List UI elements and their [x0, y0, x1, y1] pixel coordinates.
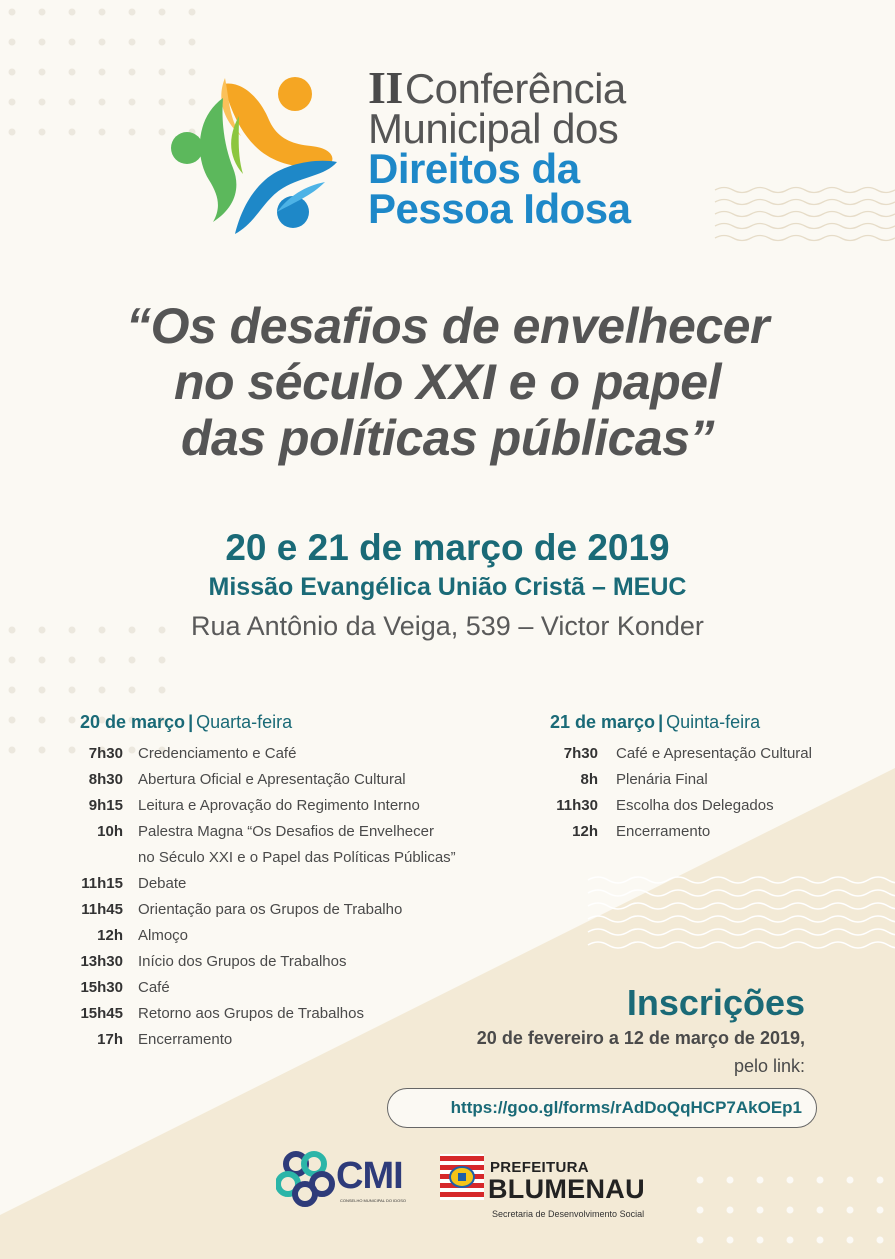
- schedule-time: 8h30: [88, 771, 123, 788]
- background-dot: [9, 99, 16, 106]
- background-dot: [69, 747, 76, 754]
- day-2-weekday: Quinta-feira: [666, 712, 761, 732]
- background-dot: [99, 39, 106, 46]
- schedule-time: 10h: [97, 823, 123, 840]
- background-dot: [69, 717, 76, 724]
- background-dot: [9, 717, 16, 724]
- background-dot: [877, 1177, 884, 1184]
- schedule-time: 11h15: [81, 875, 123, 892]
- schedule-desc: Encerramento: [616, 823, 711, 840]
- background-dot: [39, 129, 46, 136]
- background-dot: [39, 39, 46, 46]
- background-dot: [159, 39, 166, 46]
- secretaria-label: Secretaria de Desenvolvimento Social: [492, 1209, 645, 1219]
- schedule-desc: Leitura e Aprovação do Regimento Interno: [138, 797, 420, 814]
- schedule-time: 15h30: [80, 979, 123, 996]
- title-line-1: Conferência: [404, 65, 626, 112]
- schedule-time: 12h: [572, 823, 598, 840]
- theme-line-1: “Os desafios de envelhecer: [126, 298, 769, 354]
- schedule-time: 11h45: [81, 901, 123, 918]
- background-dot: [159, 9, 166, 16]
- event-date: 20 e 21 de março de 2019: [225, 527, 670, 568]
- background-dot: [39, 99, 46, 106]
- schedule-time: 11h30: [556, 797, 598, 814]
- background-dot: [69, 9, 76, 16]
- cmi-subtitle: CONSELHO MUNICIPAL DO IDOSO: [340, 1198, 407, 1203]
- schedule-day-2: [550, 712, 850, 872]
- schedule-time: 7h30: [88, 745, 123, 762]
- conference-title: [368, 62, 631, 232]
- background-dot: [697, 1177, 704, 1184]
- background-dot: [787, 1177, 794, 1184]
- background-dot: [69, 687, 76, 694]
- theme-line-3: das políticas públicas”: [180, 410, 715, 466]
- event-venue: Missão Evangélica União Cristã – MEUC: [208, 573, 687, 601]
- title-line-2: Municipal dos: [368, 105, 619, 152]
- schedule-time: 9h15: [88, 797, 123, 814]
- background-wave: [715, 212, 895, 217]
- prefeitura-label: PREFEITURA: [490, 1159, 589, 1176]
- background-dot: [129, 129, 136, 136]
- schedule-desc: Início dos Grupos de Trabalhos: [138, 953, 347, 970]
- background-dot: [69, 129, 76, 136]
- day-1-separator: |: [188, 712, 194, 732]
- background-dot: [697, 1207, 704, 1214]
- background-dot: [129, 687, 136, 694]
- registration-via: pelo link:: [733, 1056, 805, 1076]
- background-dot: [99, 129, 106, 136]
- blumenau-flag-icon: [440, 1154, 484, 1200]
- background-dot: [9, 39, 16, 46]
- schedule-time: 8h: [580, 771, 598, 788]
- background-dot: [727, 1177, 734, 1184]
- background-dot: [99, 9, 106, 16]
- background-dot: [159, 687, 166, 694]
- schedule-desc: Café e Apresentação Cultural: [616, 745, 812, 762]
- background-dot: [757, 1207, 764, 1214]
- schedule-day-1: [80, 712, 520, 1062]
- schedule-desc: Retorno aos Grupos de Trabalhos: [138, 1005, 364, 1022]
- background-dot: [39, 657, 46, 664]
- cmi-logo-icon: [276, 1150, 340, 1208]
- background-dot: [9, 687, 16, 694]
- background-dot: [69, 69, 76, 76]
- event-address: Rua Antônio da Veiga, 539 – Victor Konder: [191, 611, 704, 641]
- registration-period: 20 de fevereiro a 12 de março de 2019,: [476, 1028, 805, 1048]
- background-dot: [727, 1237, 734, 1244]
- schedule-desc: Palestra Magna “Os Desafios de Envelhecer: [138, 823, 434, 840]
- day-2-separator: |: [658, 712, 664, 732]
- conference-logo-icon: [165, 72, 345, 242]
- background-dot: [99, 99, 106, 106]
- background-dot: [69, 657, 76, 664]
- background-dot: [39, 717, 46, 724]
- registration-title: Inscrições: [626, 982, 805, 1023]
- background-dot: [129, 99, 136, 106]
- background-wave: [715, 200, 895, 205]
- background-dot: [847, 1237, 854, 1244]
- background-dot: [817, 1207, 824, 1214]
- background-dot: [39, 9, 46, 16]
- background-dot: [99, 657, 106, 664]
- background-wave: [715, 224, 895, 229]
- schedule-desc: Café: [138, 979, 170, 996]
- day-2-date: 21 de março: [550, 712, 656, 732]
- background-dot: [787, 1207, 794, 1214]
- background-dot: [99, 687, 106, 694]
- background-dot: [129, 657, 136, 664]
- blumenau-logo: [440, 1152, 660, 1222]
- title-numeral: II: [368, 62, 403, 113]
- city-label: BLUMENAU: [488, 1174, 645, 1204]
- schedule-desc: Credenciamento e Café: [138, 745, 297, 762]
- schedule-time: 15h45: [80, 1005, 123, 1022]
- background-dot: [9, 69, 16, 76]
- schedule-desc: Plenária Final: [616, 771, 708, 788]
- schedule-desc: Almoço: [138, 927, 189, 944]
- title-line-3: Direitos da: [368, 145, 580, 192]
- background-dot: [39, 747, 46, 754]
- background-dot: [9, 9, 16, 16]
- background-dot: [697, 1237, 704, 1244]
- background-dot: [129, 39, 136, 46]
- cmi-logo: [276, 1150, 426, 1210]
- background-dot: [847, 1207, 854, 1214]
- schedule-desc: Orientação para os Grupos de Trabalho: [138, 901, 403, 918]
- title-line-4: Pessoa Idosa: [368, 185, 631, 232]
- background-dot: [189, 9, 196, 16]
- background-dot: [189, 39, 196, 46]
- background-dot: [129, 9, 136, 16]
- cmi-name: CMI: [336, 1155, 403, 1197]
- background-dot: [99, 69, 106, 76]
- background-dot: [847, 1177, 854, 1184]
- day-1-date: 20 de março: [80, 712, 186, 732]
- schedule-time: 12h: [97, 927, 123, 944]
- background-dot: [129, 69, 136, 76]
- background-dot: [877, 1237, 884, 1244]
- background-dot: [817, 1177, 824, 1184]
- background-dot: [69, 39, 76, 46]
- schedule-desc: Abertura Oficial e Apresentação Cultural: [138, 771, 406, 788]
- background-dot: [159, 657, 166, 664]
- theme-quote: [60, 298, 835, 466]
- background-dot: [39, 69, 46, 76]
- schedule-time: 17h: [97, 1031, 123, 1048]
- background-dot: [787, 1237, 794, 1244]
- schedule-desc: Debate: [138, 875, 187, 892]
- schedule-desc: Encerramento: [138, 1031, 233, 1048]
- background-dot: [39, 687, 46, 694]
- theme-line-2: no século XXI e o papel: [174, 354, 721, 410]
- background-dot: [9, 747, 16, 754]
- schedule-time: 7h30: [563, 745, 598, 762]
- background-dot: [69, 99, 76, 106]
- background-dot: [817, 1237, 824, 1244]
- background-wave: [715, 188, 895, 193]
- schedule-desc: no Século XXI e o Papel das Políticas Públicas”: [138, 849, 456, 866]
- background-dot: [757, 1177, 764, 1184]
- registration-link[interactable]: https://goo.gl/forms/rAdDoQqHCP7AkOEp1: [387, 1088, 817, 1128]
- background-dot: [9, 129, 16, 136]
- day-1-heading: [80, 712, 520, 733]
- background-dot: [727, 1207, 734, 1214]
- background-dot: [9, 657, 16, 664]
- background-dot: [757, 1237, 764, 1244]
- schedule-time: 13h30: [80, 953, 123, 970]
- day-2-heading: [550, 712, 850, 733]
- schedule-desc: Escolha dos Delegados: [616, 797, 774, 814]
- day-1-weekday: Quarta-feira: [196, 712, 293, 732]
- background-dot: [877, 1207, 884, 1214]
- background-wave: [715, 236, 895, 241]
